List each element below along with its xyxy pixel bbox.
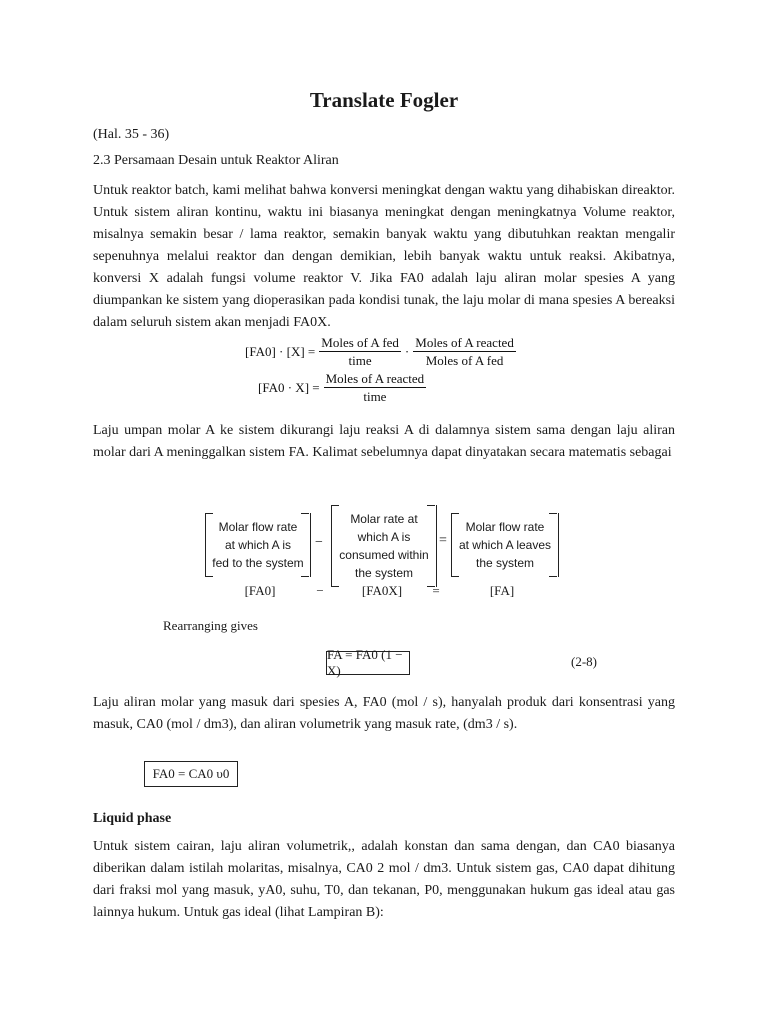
box-leaves-system: Molar flow rate at which A leaves the system [451,513,559,577]
mole-balance-diagram [205,505,565,587]
symbol-fa0: [FA0] [244,583,276,598]
equation-2-8: FA = FA0 (1 − X) [327,647,403,678]
equation-fa0-box [144,761,238,787]
equation-2-8-box [326,647,410,678]
box-fed-to-system: Molar flow rate at which A is fed to the system [205,513,311,577]
equation-number-2-8: (2-8) [571,654,597,669]
equation-fa0-x-product [245,335,516,368]
eq1-fraction-fed: $\frac{\text{Moles of A fed}}{\text{time}}$ [321,335,399,368]
eq2-lhs: [FA0 · X] = [258,379,320,395]
liquid-phase-heading: Liquid phase [93,811,172,826]
document-title: Translate Fogler [309,88,459,112]
paragraph-molar-flow: Laju aliran molar yang masuk dari spesies A, FA0 (mol / s), hanyalah produk dari konsentrasi yang masuk, CA0 (mol / dm3), dan aliran volumetrik yang masuk rate, (dm3 / s). [93,695,675,732]
paragraph-liquid-gas: Untuk sistem cairan, laju aliran volumetrik,, adalah konstan dan sama dengan, dan CA0 biasanya diberikan dalam istilah molaritas, misalnya, CA0 2 mol / dm3. Untuk sistem gas, CA0 dapat dihitung dari fraksi mol yang masuk, yA0, suhu, T0, dan tekanan, P0, menggunakan hukum gas ideal atau gas lainnya hukum. Untuk gas ideal (lihat Lampiran B): [93,839,675,920]
symbol-minus: − [316,583,324,598]
eq1-dot: · [404,343,410,359]
eq1-fraction-reacted: $\frac{\text{Moles of A reacted}}{\text{Moles of A fed}}$ [415,335,514,368]
symbol-equals: = [432,583,440,598]
equals-operator: = [439,533,447,548]
equation-fa0x [258,371,426,404]
eq2-fraction: $\frac{\text{Moles of A reacted}}{\text{time}}$ [325,371,425,404]
eq1-lhs: [FA0] · [X] = [245,343,316,359]
page-reference: (Hal. 35 - 36) [93,127,170,142]
rearranging-caption: Rearranging gives [163,618,258,633]
minus-operator: − [315,535,323,550]
box-consumed-within: Molar rate at which A is consumed within the system [331,505,437,587]
equation-fa0: FA0 = CA0 υ0 [152,766,230,781]
paragraph-mole-balance: Laju umpan molar A ke sistem dikurangi laju reaksi A di dalamnya sistem sama dengan laju aliran molar dari A meninggalkan sistem FA. Kalimat sebelumnya dapat dinyatakan secara matematis sebagai [93,423,675,460]
paragraph-batch-reactor: Untuk reaktor batch, kami melihat bahwa konversi meningkat dengan waktu yang dihabiskan direaktor. Untuk sistem aliran kontinu, waktu ini biasanya meningkat dengan meningkatnya Volume reaktor, misalnya semakin besar / lama reaktor, semakin banyak waktu yang dibutuhkan reaktan mengalir sepenuhnya melalui reaktor dan dengan demikian, lebih banyak waktu untuk reaksi. Akibatnya, konversi X adalah fungsi volume reaktor V. Jika FA0 adalah laju aliran molar spesies A yang diumpankan ke sistem yang dioperasikan pada kondisi tunak, the laju molar di mana spesies A bereaksi dalam seluruh sistem akan menjadi FA0X. [93,183,675,330]
symbol-fa0x: [FA0X] [361,583,403,598]
symbol-fa: [FA] [489,583,515,598]
section-heading: 2.3 Persamaan Desain untuk Reaktor Aliran [93,153,339,168]
